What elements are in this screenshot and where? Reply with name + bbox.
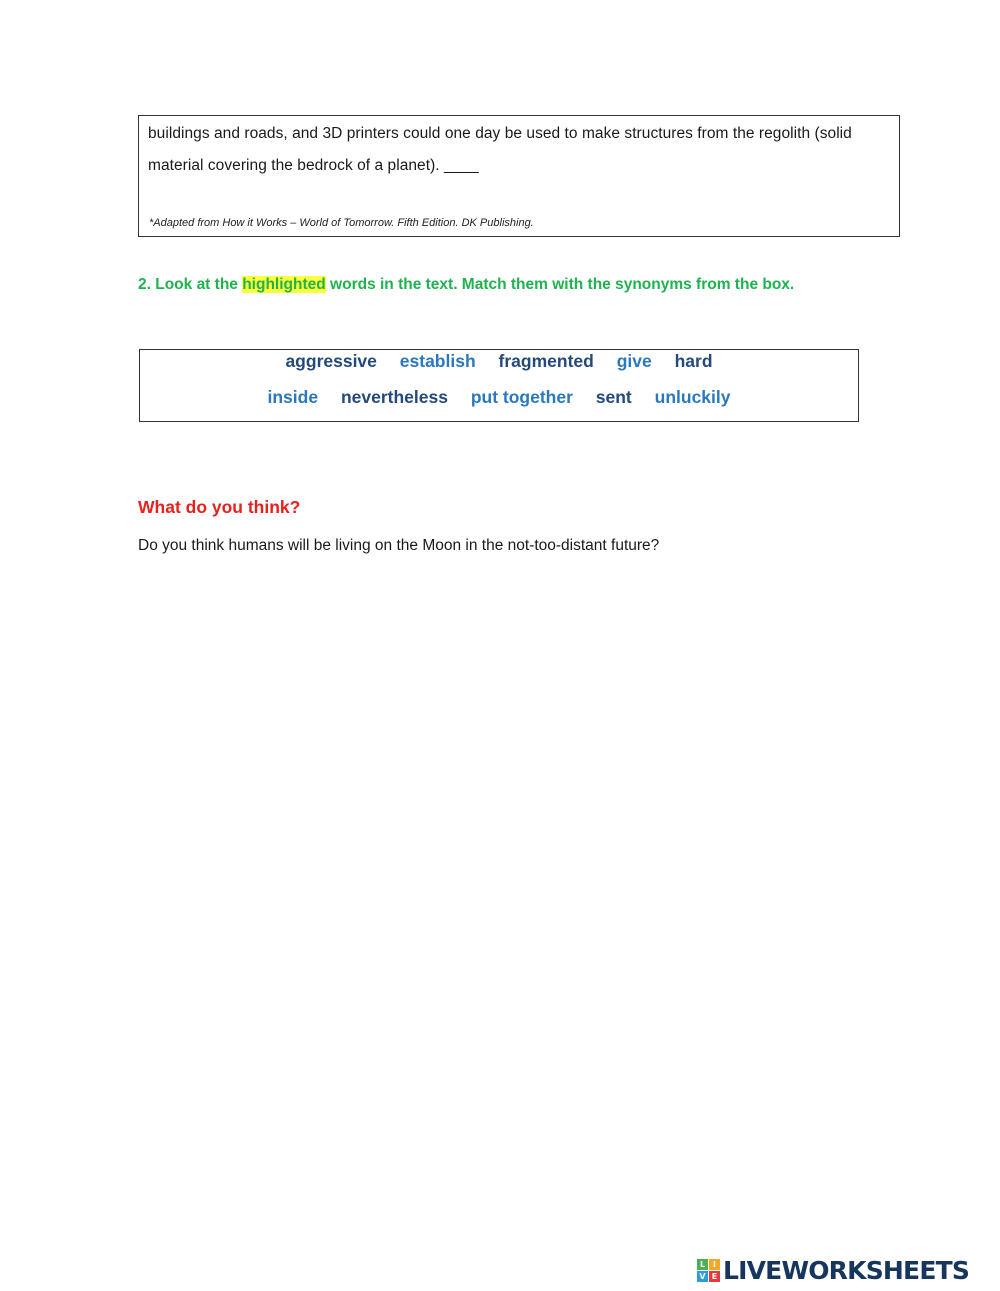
word-row-1 <box>140 351 858 372</box>
synonym-word-box <box>139 349 859 422</box>
word-item[interactable]: put together <box>470 387 573 407</box>
instruction-suffix: words in the text. Match them with the synonyms from the box. <box>325 276 795 293</box>
logo-letter: I <box>709 1259 720 1270</box>
word-item[interactable]: aggressive <box>285 351 377 371</box>
word-item[interactable]: inside <box>267 387 319 407</box>
logo-text: LIVEWORKSHEETS <box>723 1255 970 1285</box>
word-row-2 <box>140 387 858 408</box>
word-item[interactable]: unluckily <box>654 387 731 407</box>
reading-text-box <box>138 115 900 237</box>
source-credit: *Adapted from How it Works – World of Tomorrow. Fifth Edition. DK Publishing. <box>149 217 534 229</box>
word-item[interactable]: sent <box>595 387 632 407</box>
liveworksheets-logo <box>697 1256 969 1284</box>
instruction-highlighted-word: highlighted <box>242 276 326 293</box>
what-do-you-think-heading: What do you think? <box>138 497 301 517</box>
discussion-question: Do you think humans will be living on the Moon in the not-too-distant future? <box>138 537 660 554</box>
word-item[interactable]: fragmented <box>498 351 594 371</box>
word-item[interactable]: hard <box>674 351 713 371</box>
word-item[interactable]: nevertheless <box>340 387 448 407</box>
logo-letter: L <box>697 1259 708 1270</box>
liveworksheets-logo-icon <box>697 1259 720 1282</box>
logo-letter: E <box>709 1271 720 1282</box>
instruction-prefix: 2. Look at the <box>138 276 243 293</box>
logo-letter: V <box>697 1271 708 1282</box>
reading-paragraph: buildings and roads, and 3D printers could one day be used to make structures from the regolith (solid material covering the bedrock of a planet). ____ <box>148 125 852 174</box>
word-item[interactable]: establish <box>399 351 476 371</box>
task-2-instruction <box>138 276 794 294</box>
word-item[interactable]: give <box>616 351 652 371</box>
